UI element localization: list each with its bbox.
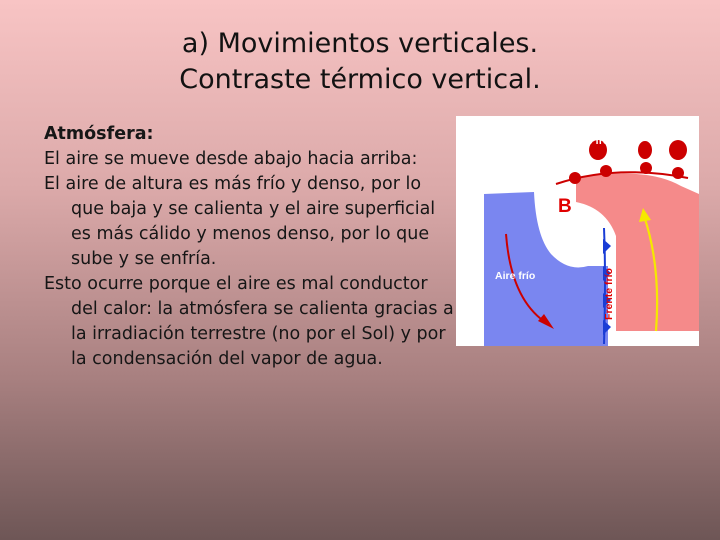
front-bump (640, 162, 652, 174)
front-bump (569, 172, 581, 184)
cold-front-diagram (456, 116, 699, 346)
label-cold-air: Aire frío (495, 270, 536, 282)
top-cloud (669, 140, 687, 160)
cold-front-triangle (603, 239, 611, 254)
label-warm-air: Aire caliente (624, 330, 687, 342)
front-bump (672, 167, 684, 179)
slide-title (0, 26, 720, 98)
heading-atmosfera: Atmósfera: (44, 124, 154, 144)
paragraph-3: Esto ocurre porque el aire es mal conductor del calor: la atmósfera se calienta gracias a la irradiación terrestre (no por el Sol) y por la condensación del vapor de agua. (44, 274, 454, 369)
label-fresh-air: Aire fresco (572, 135, 627, 147)
cold-front-illustration (456, 116, 699, 346)
front-bump (600, 165, 612, 177)
label-cold-front: Frente frío (602, 268, 615, 320)
title-line-1: a) Movimientos verticales. (181, 28, 539, 59)
label-b: B (558, 196, 572, 217)
body-text (44, 122, 454, 372)
paragraph-1: El aire se mueve desde abajo hacia arriba: (44, 149, 418, 169)
title-line-2: Contraste térmico vertical. (179, 64, 541, 95)
paragraph-2: El aire de altura es más frío y denso, por lo que baja y se calienta y el aire superficial es más cálido y menos denso, por lo que sube y se enfría. (44, 174, 436, 269)
top-cloud (638, 141, 652, 159)
